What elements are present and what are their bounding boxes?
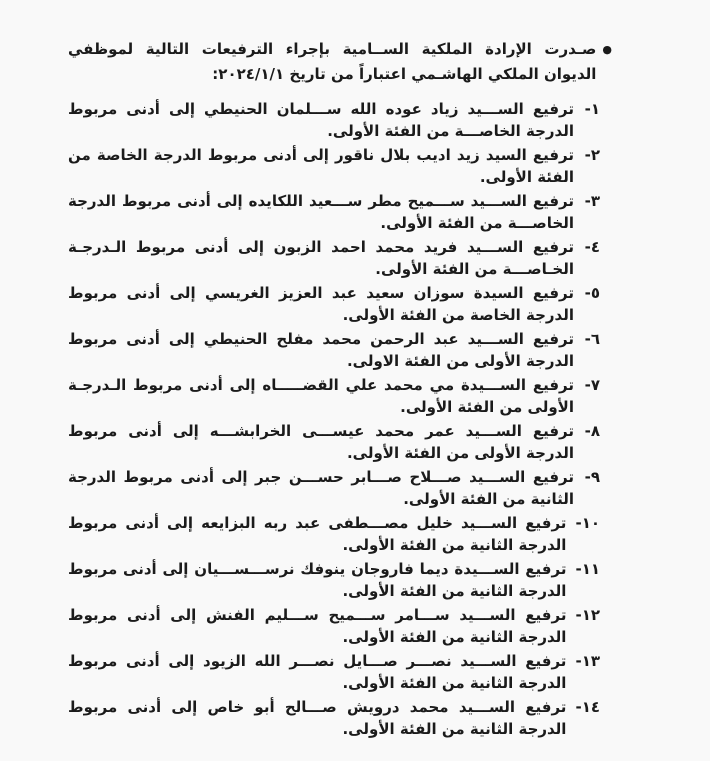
item-number: ٧- [584,376,600,394]
item-text: ترفيع الســـيد ســـميح مطر ســـعيد اللكايده إلى أدنى مربوط الدرجة الخاصـــة من الفئة الأولى. [68,192,574,232]
item-text: ترفيع الســـيد عمر محمد عيســـى الخرابشـــه إلى أدنى مربوط الدرجة الأولى من الفئة الأولى. [68,422,574,462]
item-text: ترفيع السيدة سوزان سعيد عبد العزيز الغريسي إلى أدنى مربوط الدرجة الخاصة من الفئة الأولى. [68,284,574,324]
list-item [68,282,600,326]
item-number: ٥- [584,284,600,302]
item-text: ترفيع الســـيد عبد الرحمن محمد مفلح الحنيطي إلى أدنى مربوط الدرجة الأولى من الفئة الاولى. [68,330,574,370]
item-number: ٣- [584,192,600,210]
list-item [68,420,600,464]
header-text: صـدرت الإرادة الملكية الســامية بإجراء الترفيعات التالية لموظفي الديوان الملكي الهاشـمي اعتباراً من تاريخ ٢٠٢٤/١/١: [68,40,597,83]
item-text: ترفيع الســـيدة ديما فاروجان ينوفك نرســـســـيان إلى أدنى مربوط الدرجة الثانية من الفئة الأولى. [68,560,567,600]
list-item [68,466,600,510]
list-item [68,374,600,418]
item-number: ٦- [584,330,600,348]
item-number: ٢- [584,146,600,164]
item-text: ترفيع الســـيد خليل مصـــطفى عبد ربه البزايعه إلى أدنى مربوط الدرجة الثانية من الفئة الأولى. [68,514,567,554]
item-number: ١٤- [575,698,600,716]
item-number: ١- [584,100,600,118]
list-item [68,144,600,188]
list-item [68,604,600,648]
list-item [68,190,600,234]
item-text: ترفيع الســـيد ســـامر ســـميح ســـليم الفنش إلى أدنى مربوط الدرجة الثانية من الفئة الأولى. [68,606,567,646]
item-number: ١٠- [575,514,600,532]
item-number: ١٢- [575,606,600,624]
item-number: ١٣- [575,652,600,670]
item-number: ١١- [575,560,600,578]
list-item [68,650,600,694]
item-text: ترفيع الســـيدة مي محمد علي القضـــــاه إلى أدنى مربوط الـدرجـة الأولى من الفئة الأولى. [68,376,574,416]
list-item [68,696,600,740]
item-text: ترفيع الســـيد نصـــر صـــايل نصـــر الله الزيود إلى أدنى مربوط الدرجة الثانية من الفئة الأولى. [68,652,567,692]
list-item [68,236,600,280]
item-text: ترفيع الســـيد صـــلاح صـــابر حســـن جبر إلى أدنى مربوط الدرجة الثانية من الفئة الأولى. [68,468,574,508]
list-item [68,328,600,372]
item-number: ٤- [584,238,600,256]
list-item [68,558,600,602]
item-number: ٨- [584,422,600,440]
item-text: ترفيع الســـيد زياد عوده الله ســـلمان الحنيطي إلى أدنى مربوط الدرجة الخاصـــة من الفئة الأولى. [68,100,574,140]
item-text: ترفيع السيد زيد اديب بلال ناقور إلى أدنى مربوط الدرجة الخاصة من الفئة الأولى. [68,146,574,186]
list-item [68,98,600,142]
item-number: ٩- [584,468,600,486]
header-paragraph [0,37,710,87]
promotions-list [0,98,710,740]
list-item [68,512,600,556]
item-text: ترفيع الســـيد فريد محمد احمد الزبون إلى أدنى مربوط الـدرجـة الخـاصـــة من الفئة الأولى. [68,238,574,278]
item-text: ترفيع الســـيد محمد درويش صـــالح أبو خاص إلى أدنى مربوط الدرجة الثانية من الفئة الأولى. [68,698,567,738]
bullet-icon: ● [602,43,612,56]
